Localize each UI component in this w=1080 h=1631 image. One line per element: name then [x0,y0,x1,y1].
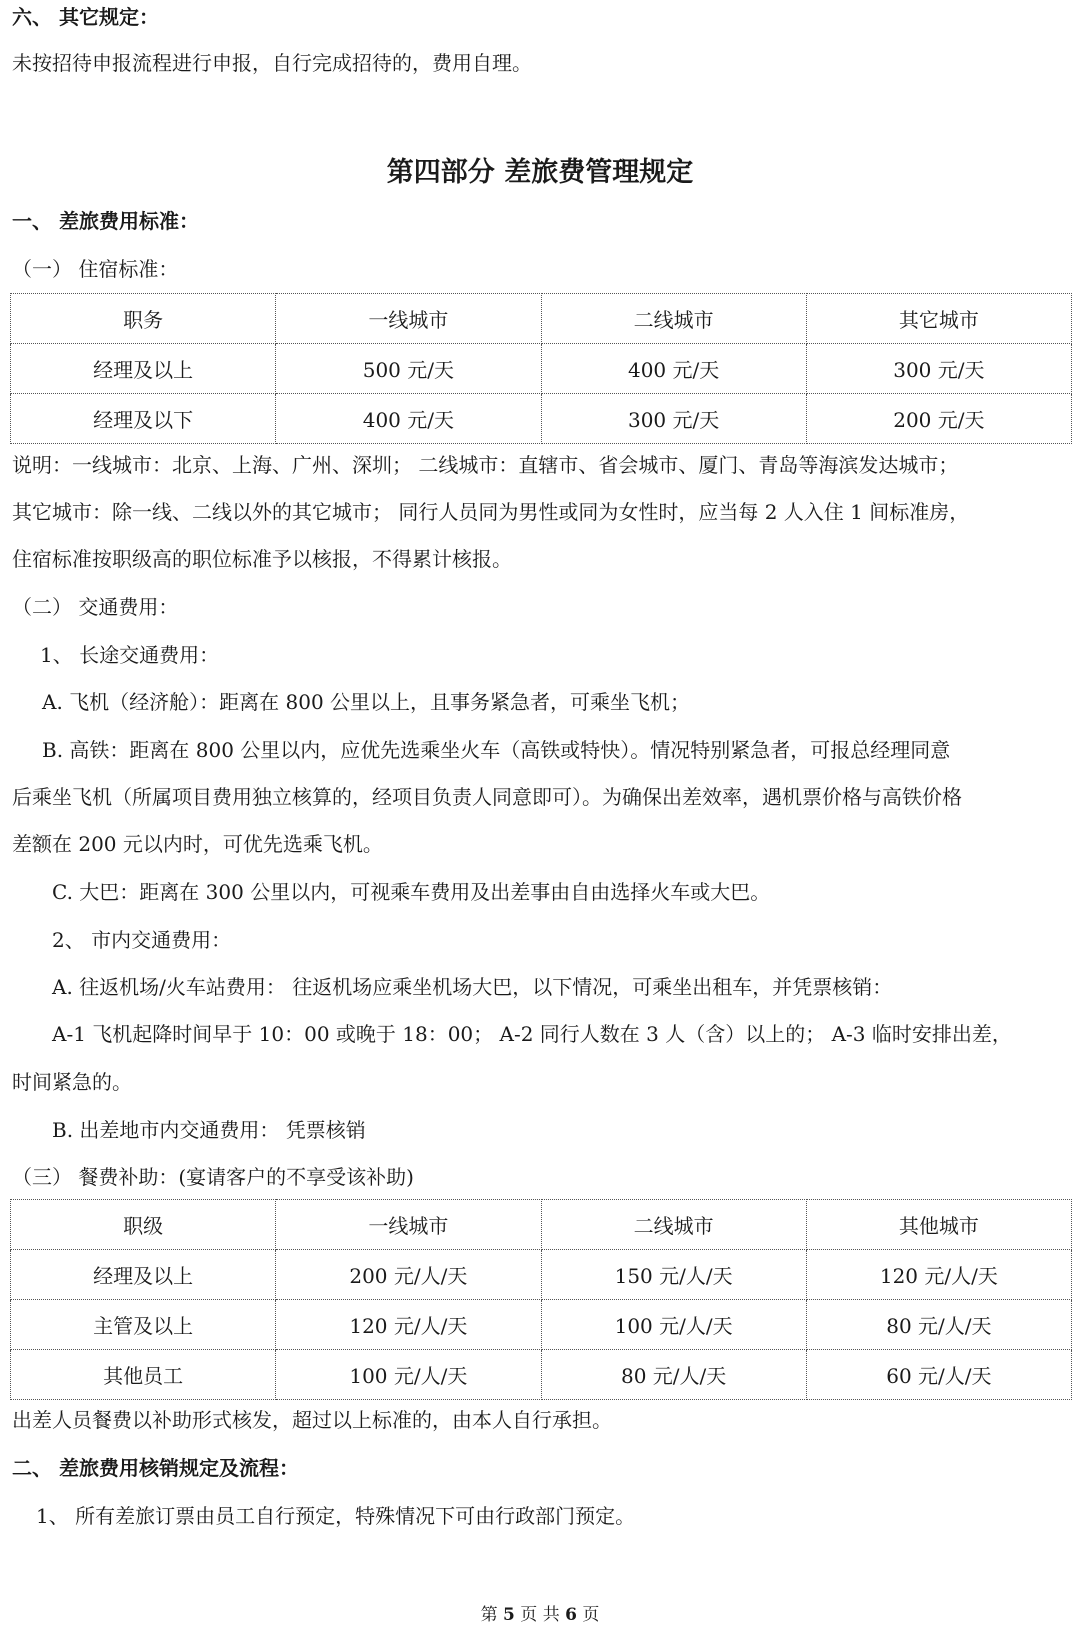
table-header-cell: 一线城市 [276,1200,541,1250]
table-cell: 80 元/人/天 [806,1300,1071,1350]
table-header-cell: 二线城市 [541,1200,806,1250]
table-cell: 120 元/人/天 [806,1250,1071,1300]
table-cell: 120 元/人/天 [276,1300,541,1350]
footer-prefix: 第 [480,1605,498,1625]
page-footer [0,1604,1080,1626]
lodging-table [10,293,1072,444]
lodging-note-line: 住宿标准按职级高的职位标准予以核报，不得累计核报。 [12,547,512,571]
table-cell: 经理及以下 [11,394,276,444]
table-cell: 60 元/人/天 [806,1350,1071,1400]
table-cell: 主管及以上 [11,1300,276,1350]
table-header-cell: 二线城市 [541,294,806,344]
section-2-item-1: 1、 所有差旅订票由员工自行预定，特殊情况下可由行政部门预定。 [36,1504,636,1528]
footer-suffix: 页 [582,1605,600,1625]
city-transport-detail: A-1 飞机起降时间早于 10：00 或晚于 18：00； A-2 同行人数在 3 人（含）以上的； A-3 临时安排出差， [52,1022,1012,1046]
section-6-text: 未按招待申报流程进行申报，自行完成招待的，费用自理。 [12,51,532,75]
table-row [11,344,1072,394]
part-title: 第四部分 差旅费管理规定 [386,157,694,188]
table-cell: 100 元/人/天 [541,1300,806,1350]
meals-heading: （三） 餐费补助：(宴请客户的不享受该补助) [12,1165,414,1189]
table-cell: 400 元/天 [541,344,806,394]
table-header-cell: 其它城市 [806,294,1071,344]
lodging-heading: （一） 住宿标准： [12,257,179,281]
table-header-cell: 职级 [11,1200,276,1250]
city-transport-item-b: B. 出差地市内交通费用： 凭票核销 [52,1118,366,1142]
table-cell: 其他员工 [11,1350,276,1400]
transport-item-c: C. 大巴：距离在 300 公里以内，可视乘车费用及出差事由自由选择火车或大巴。 [52,880,771,904]
table-row [11,394,1072,444]
long-distance-heading: 1、 长途交通费用： [40,643,220,667]
table-cell: 200 元/天 [806,394,1071,444]
table-row [11,1300,1072,1350]
table-cell: 300 元/天 [541,394,806,444]
table-cell: 150 元/人/天 [541,1250,806,1300]
table-header-cell: 其他城市 [806,1200,1071,1250]
table-cell: 100 元/人/天 [276,1350,541,1400]
table-cell: 200 元/人/天 [276,1250,541,1300]
table-row [11,1250,1072,1300]
transport-heading: （二） 交通费用： [12,595,179,619]
transport-item-b: B. 高铁：距离在 800 公里以内，应优先选乘坐火车（高铁或特快）。情况特别紧急者，可报总经理同意 [42,738,951,762]
section-6-heading: 六、 其它规定： [12,5,159,29]
table-header-row [11,1200,1072,1250]
table-cell: 500 元/天 [276,344,541,394]
table-cell: 80 元/人/天 [541,1350,806,1400]
city-transport-heading: 2、 市内交通费用： [52,928,232,952]
meals-table [10,1199,1072,1400]
section-2-heading: 二、 差旅费用核销规定及流程： [12,1456,299,1480]
table-cell: 400 元/天 [276,394,541,444]
lodging-note-line: 说明：一线城市：北京、上海、广州、深圳； 二线城市：直辖市、省会城市、厦门、青岛等海滨发达城市； [12,453,959,477]
transport-item-b-cont: 差额在 200 元以内时，可优先选乘飞机。 [12,832,383,856]
city-transport-item-a: A. 往返机场/火车站费用： 往返机场应乘坐机场大巴，以下情况，可乘坐出租车，并凭票核销： [52,975,893,999]
footer-mid: 页 共 [520,1605,560,1625]
table-header-cell: 职务 [11,294,276,344]
table-header-row [11,294,1072,344]
table-row [11,1350,1072,1400]
city-transport-detail-cont: 时间紧急的。 [12,1070,132,1094]
table-cell: 经理及以上 [11,344,276,394]
meals-note: 出差人员餐费以补助形式核发，超过以上标准的，由本人自行承担。 [12,1408,612,1432]
lodging-note-line: 其它城市：除一线、二线以外的其它城市； 同行人员同为男性或同为女性时，应当每 2 人入住 1 间标准房， [12,500,970,524]
transport-item-a: A. 飞机（经济舱）：距离在 800 公里以上，且事务紧急者，可乘坐飞机； [42,690,691,714]
table-cell: 经理及以上 [11,1250,276,1300]
table-cell: 300 元/天 [806,344,1071,394]
section-1-heading: 一、 差旅费用标准： [12,209,199,233]
table-header-cell: 一线城市 [276,294,541,344]
page-total: 6 [565,1605,577,1625]
transport-item-b-cont: 后乘坐飞机（所属项目费用独立核算的，经项目负责人同意即可）。为确保出差效率，遇机票价格与高铁价格 [12,785,962,809]
page-number: 5 [503,1605,515,1625]
